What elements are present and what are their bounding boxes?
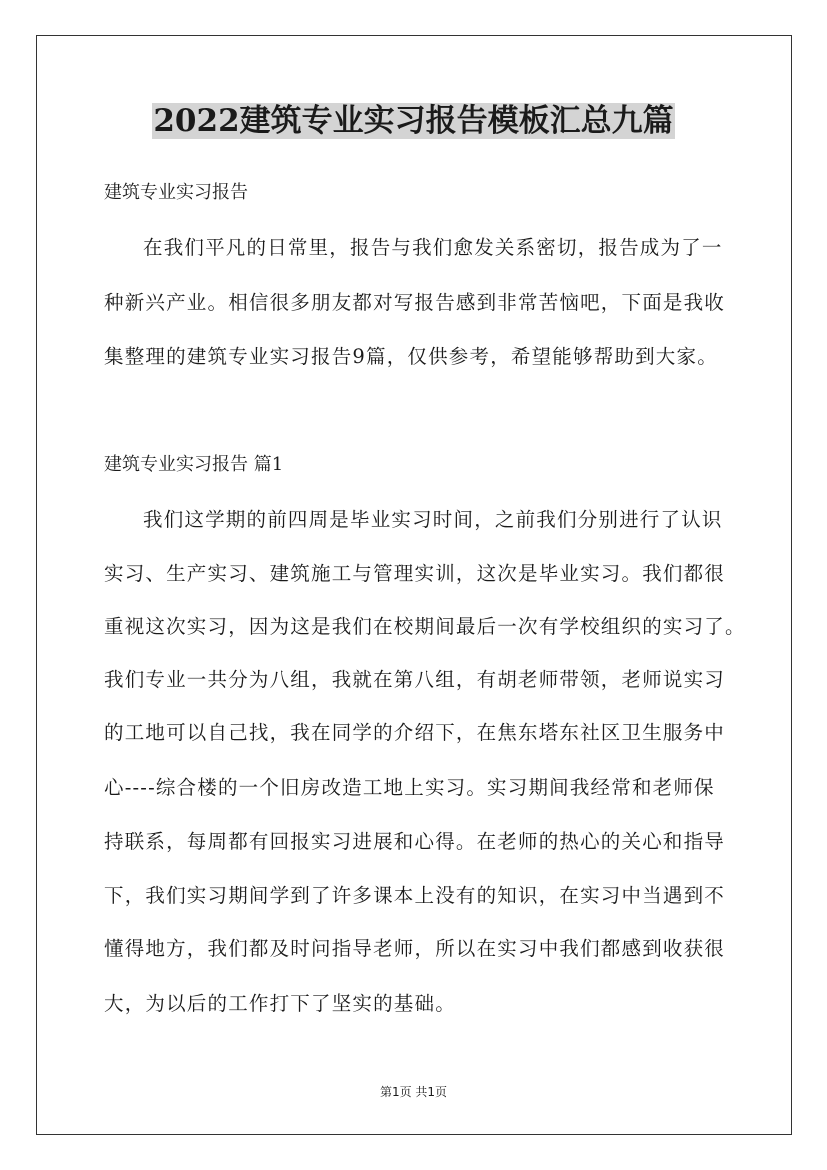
section-1-paragraph-line: 我们专业一共分为八组，我就在第八组，有胡老师带领，老师说实习 [104,668,726,691]
intro-paragraph-line: 在我们平凡的日常里，报告与我们愈发关系密切，报告成为了一 [143,236,723,259]
section-1-paragraph-line: 心----综合楼的一个旧房改造工地上实习。实习期间我经常和老师保 [104,776,715,799]
section-1-paragraph-line: 我们这学期的前四周是毕业实习时间，之前我们分别进行了认识 [143,508,723,531]
document-title-text: 2022建筑专业实习报告模板汇总九篇 [153,103,674,139]
page-footer: 第1页 共1页 [379,1085,448,1099]
section-1-paragraph-line: 下，我们实习期间学到了许多课本上没有的知识，在实习中当遇到不 [104,884,726,907]
section-1-paragraph-line: 懂得地方，我们都及时问指导老师，所以在实习中我们都感到收获很 [104,937,726,960]
section-1-heading: 建筑专业实习报告 篇1 [104,454,284,475]
section-1-paragraph-line: 实习、生产实习、建筑施工与管理实训，这次是毕业实习。我们都很 [104,562,726,585]
section-1-paragraph-line: 的工地可以自己找，我在同学的介绍下，在焦东塔东社区卫生服务中 [104,721,726,744]
document-title [0,100,827,142]
intro-heading: 建筑专业实习报告 [104,182,248,203]
section-1-paragraph-line: 大，为以后的工作打下了坚实的基础。 [104,992,456,1015]
intro-paragraph-line: 集整理的建筑专业实习报告9篇，仅供参考，希望能够帮助到大家。 [104,345,718,368]
intro-paragraph-line: 种新兴产业。相信很多朋友都对写报告感到非常苦恼吧，下面是我收 [104,291,726,314]
section-1-paragraph-line: 重视这次实习，因为这是我们在校期间最后一次有学校组织的实习了。 [104,615,746,638]
section-1-paragraph-line: 持联系，每周都有回报实习进展和心得。在老师的热心的关心和指导 [104,830,726,853]
